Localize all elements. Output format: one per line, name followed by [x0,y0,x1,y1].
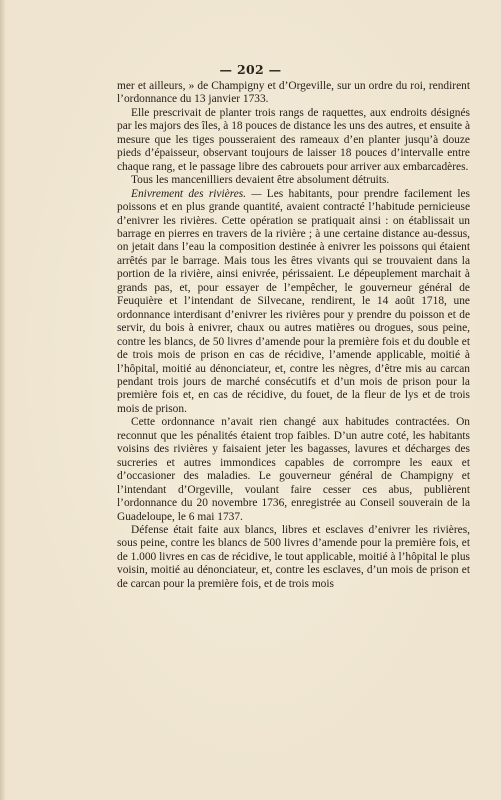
paragraph-4-text: Les habitants, pour prendre facilement les poissons et en plus grande quantité, avaient contracté l’habitude pernicieuse d’enivrer les rivières. Cette opération se pratiquait ainsi : on établissait un barrage en pierres en travers de la rivière ; à une certaine distance au-dessus, on jetait dans l’eau la composition destinée à enivrer les poissons qui étaient arrêtés par le barrage. Mais tous les êtres vivants qui se trouvaient dans la portion de la rivière, ainsi enivrée, périssaient. Le dépeuplement marchait à grands pas, et, pour essayer de l’empêcher, le gouverneur général de Feuquière et l’intendant de Silvecane, rendirent, le 14 août 1718, une ordonnance interdisant d’enivrer les rivières pour y prendre du poisson et de servir, du bois à enivrer, chaux ou autres matières ou drogues, sous peine, contre les blancs, de 50 livres d’amende pour la première fois et du double et de trois mois de prison en cas de récidive, l’amende applicable, moitié à l’hôpital, moitié au dénonciateur, et, contre les nègres, d’être mis au carcan pendant trois jours de marché consécutifs et d’un mois de prison pour la première fois et, en cas de récidive, du fouet, de la fleur de lys et de trois mois de prison. [117,187,470,415]
body-text [117,80,470,591]
page-number: — 202 — [219,62,282,77]
paragraph-1: mer et ailleurs, » de Champigny et d’Orgeville, sur un ordre du roi, rendirent l’ordonnance du 13 janvier 1733. [117,80,470,106]
paragraph-3: Tous les mancenilliers devaient être absolument détruits. [131,174,390,187]
paragraph-6: Défense était faite aux blancs, libres et esclaves d’enivrer les rivières, sous peine, contre les blancs de 500 livres d’amende pour la première fois, et de 1.000 livres en cas de récidive, le tout applicable, moitié à l’hôpital le plus voisin, moitié au dénonciateur, et, contre les esclaves, d’un mois de prison et de carcan pour la première fois, et de trois mois [117,523,470,590]
paragraph-5: Cette ordonnance n’avait rien changé aux habitudes contractées. On reconnut que les pénalités étaient trop faibles. D’un autre coté, les habitants voisins des rivières y faisaient jeter les bagasses, lavures et décharges des sucreries et autres immondices capables de corrompre les eaux et d’occasioner des maladies. Le gouverneur général de Champigny et l’intendant d’Orgeville, voulant faire cesser ces abus, publièrent l’ordonnance du 20 novembre 1736, enregistrée au Conseil souverain de la Guadeloupe, le 6 mai 1737. [117,416,470,523]
paragraph-2: Elle prescrivait de planter trois rangs de raquettes, aux endroits désignés par les majors des îles, à 18 pouces de distance les uns des autres, et ensuite à mesure que les tiges pousseraient des rameaux d’en planter jusqu’à douze pieds d’épaisseur, observant toujours de laisser 18 pouces d’intervalle entre chaque rang, et le passage libre des cabrouets pour arriver aux embarcadères. [117,106,471,173]
page-edge-shadow [0,0,6,800]
paragraph-4 [117,188,470,417]
section-heading: Enivrement des rivières. — [131,187,262,200]
